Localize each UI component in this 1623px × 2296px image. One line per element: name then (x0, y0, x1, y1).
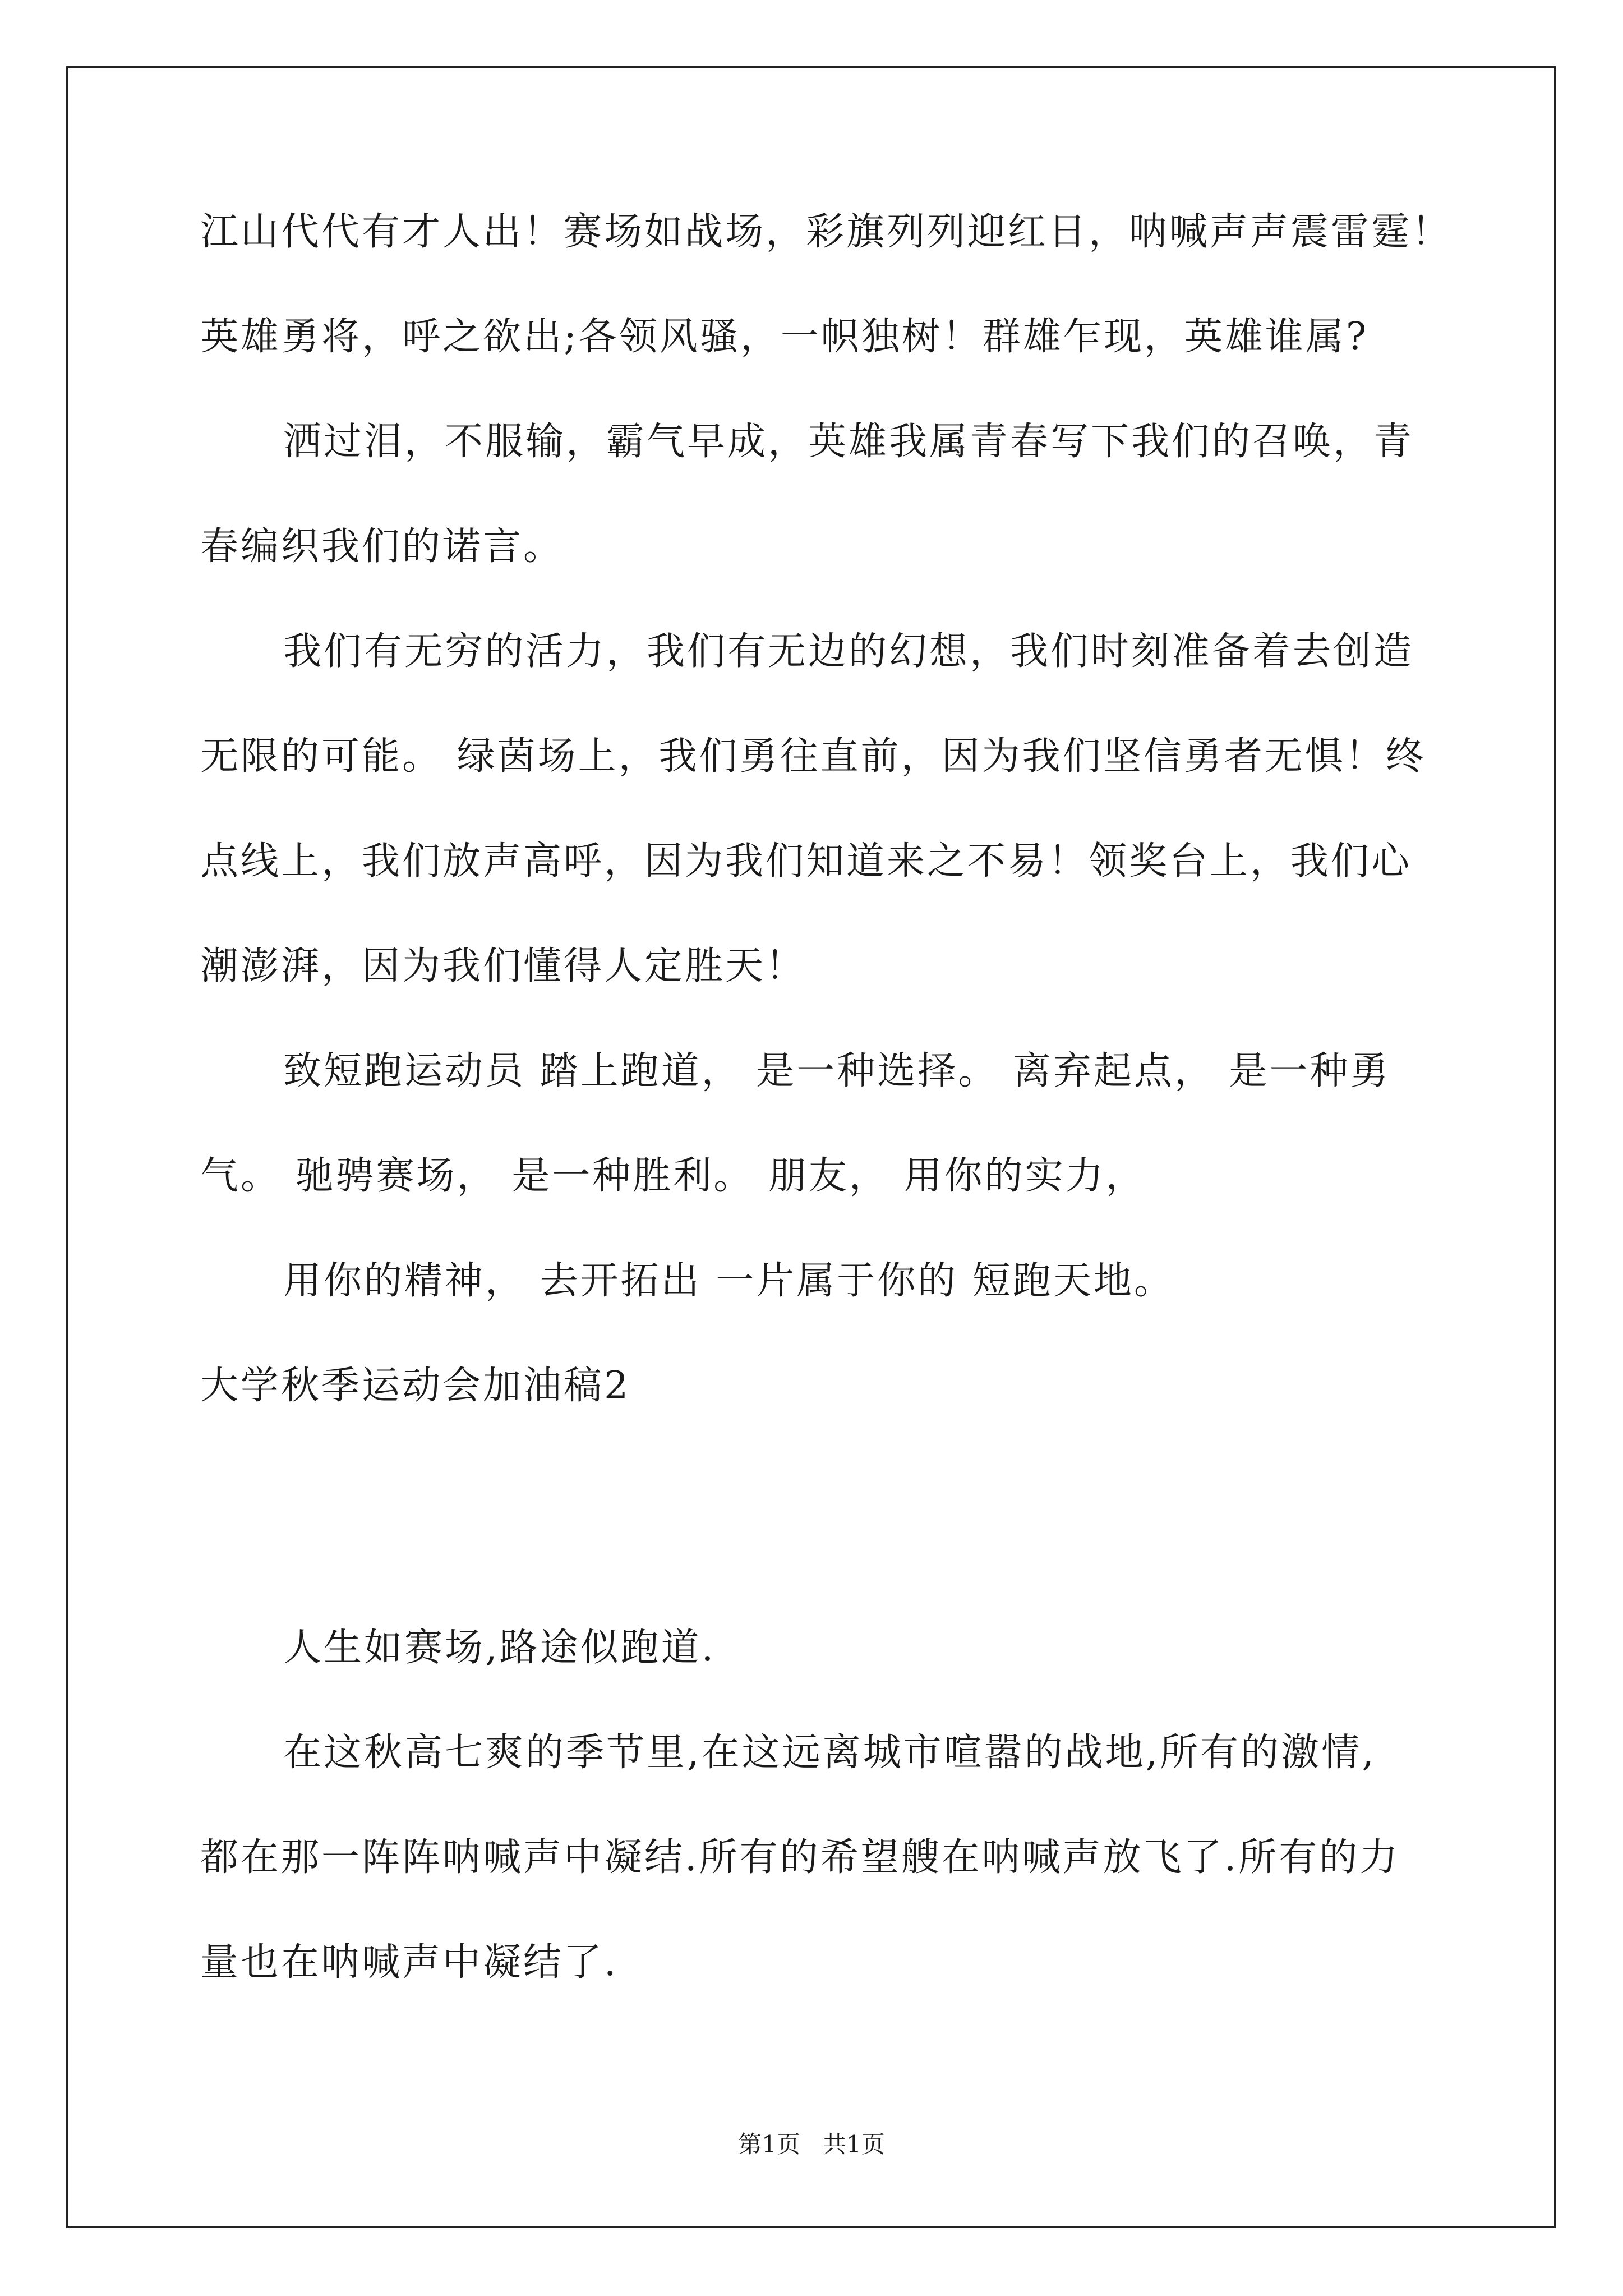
paragraph-line: 在这秋高七爽的季节里,在这远离城市喧嚣的战地,所有的激情, (283, 1731, 1376, 1775)
paragraph-line: 人生如赛场,路途似跑道. (283, 1626, 716, 1670)
page-border (66, 66, 1556, 2228)
text-line: 量也在呐喊声中凝结了. (200, 1940, 619, 1985)
paragraph-line: 致短跑运动员 踏上跑道， 是一种选择。 离弃起点， 是一种勇 (283, 1049, 1391, 1093)
paragraph-line: 我们有无穷的活力，我们有无边的幻想，我们时刻准备着去创造 (283, 629, 1414, 674)
text-line: 都在那一阵阵呐喊声中凝结.所有的希望艘在呐喊声放飞了.所有的力 (200, 1835, 1400, 1880)
section-heading: 大学秋季运动会加油稿2 (200, 1364, 631, 1408)
text-line: 气。 驰骋赛场， 是一种胜利。 朋友， 用你的实力， (200, 1154, 1146, 1198)
text-line: 无限的可能。 绿茵场上，我们勇往直前，因为我们坚信勇者无惧！终 (200, 734, 1426, 779)
text-line: 点线上，我们放声高呼，因为我们知道来之不易！领奖台上，我们心 (200, 839, 1412, 884)
page-number-footer: 第1页 共1页 (738, 2131, 885, 2158)
text-line: 潮澎湃，因为我们懂得人定胜天！ (200, 944, 806, 988)
text-line: 江山代代有才人出！赛场如战场，彩旗列列迎红日，呐喊声声震雷霆！ (200, 210, 1453, 254)
paragraph-line: 用你的精神， 去开拓出 一片属于你的 短跑天地。 (283, 1259, 1174, 1303)
text-line: 春编织我们的诺言。 (200, 524, 564, 569)
text-line: 英雄勇将，呼之欲出;各领风骚，一帜独树！群雄乍现，英雄谁属? (200, 315, 1369, 359)
paragraph-line: 洒过泪，不服输，霸气早成，英雄我属青春写下我们的召唤，青 (283, 420, 1414, 464)
